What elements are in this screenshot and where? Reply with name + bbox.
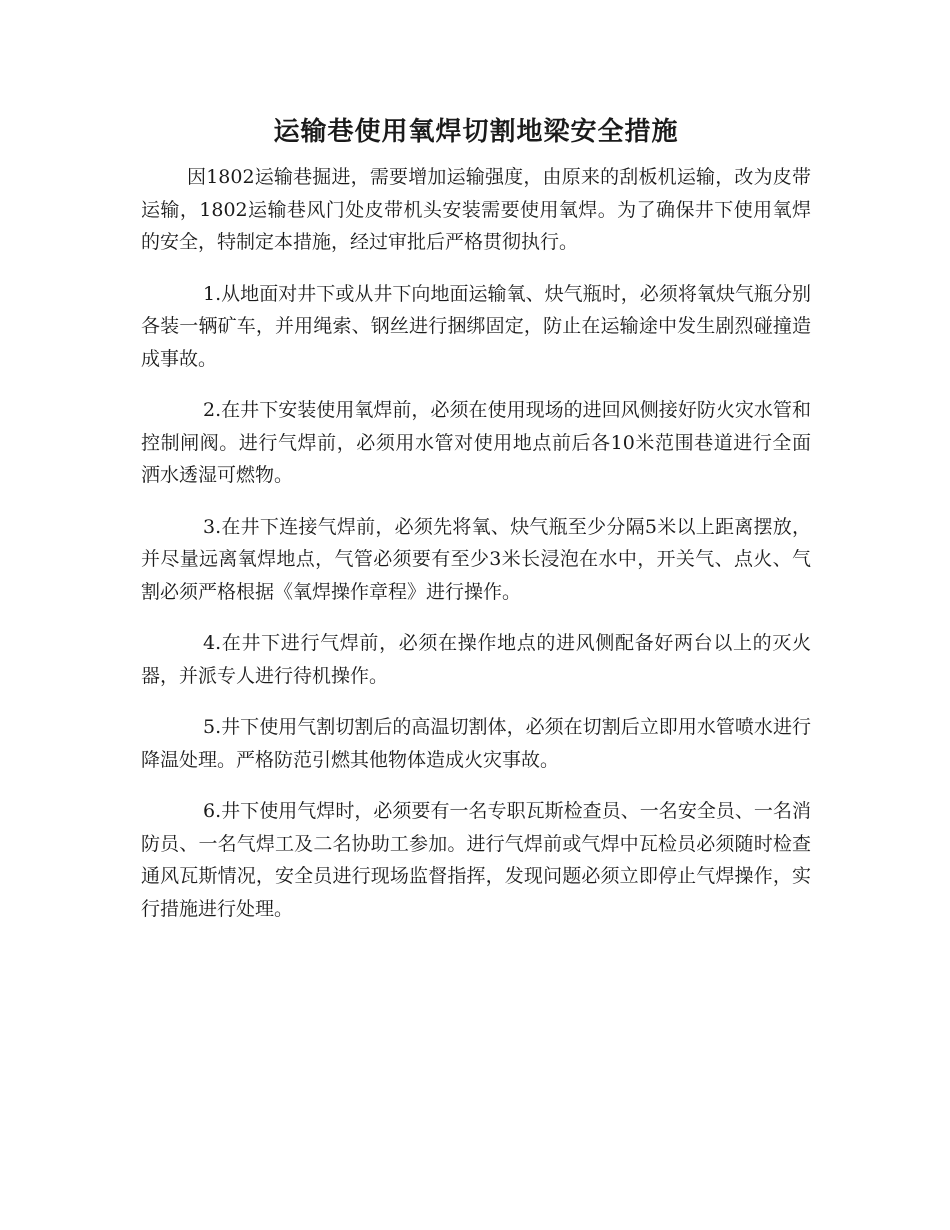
measure-item-6: 6.井下使用气焊时，必须要有一名专职瓦斯检查员、一名安全员、一名消防员、一名气焊工及二名协助工参加。进行气焊前或气焊中瓦检员必须随时检查通风瓦斯情况，安全员进行现场监督指挥，发现问题必须立即停止气焊操作，实行措施进行处理。 — [141, 800, 811, 920]
intro-paragraph: 因1802运输巷掘进，需要增加运输强度，由原来的刮板机运输，改为皮带运输，1802运输巷风门处皮带机头安装需要使用氧焊。为了确保井下使用氧焊的安全，特制定本措施，经过审批后严格贯彻执行。 — [141, 166, 811, 253]
measure-item-3: 3.在井下连接气焊前，必须先将氧、炔气瓶至少分隔5米以上距离摆放，并尽量远离氧焊地点，气管必须要有至少3米长浸泡在水中，开关气、点火、气割必须严格根据《氧焊操作章程》进行操作。 — [141, 515, 811, 603]
measure-item-1: 1.从地面对井下或从井下向地面运输氧、炔气瓶时，必须将氧炔气瓶分别各装一辆矿车，并用绳索、钢丝进行捆绑固定，防止在运输途中发生剧烈碰撞造成事故。 — [141, 282, 811, 370]
document-title: 运输巷使用氧焊切割地梁安全措施 — [273, 117, 679, 147]
measure-item-5: 5.井下使用气割切割后的高温切割体，必须在切割后立即用水管喷水进行降温处理。严格防范引燃其他物体造成火灾事故。 — [141, 716, 811, 771]
document-page — [141, 112, 811, 944]
measure-item-4: 4.在井下进行气焊前，必须在操作地点的进风侧配备好两台以上的灭火器，并派专人进行待机操作。 — [141, 632, 811, 687]
measure-item-2: 2.在井下安装使用氧焊前，必须在使用现场的进回风侧接好防火灾水管和控制闸阀。进行气焊前，必须用水管对使用地点前后各10米范围巷道进行全面洒水透湿可燃物。 — [141, 399, 811, 486]
